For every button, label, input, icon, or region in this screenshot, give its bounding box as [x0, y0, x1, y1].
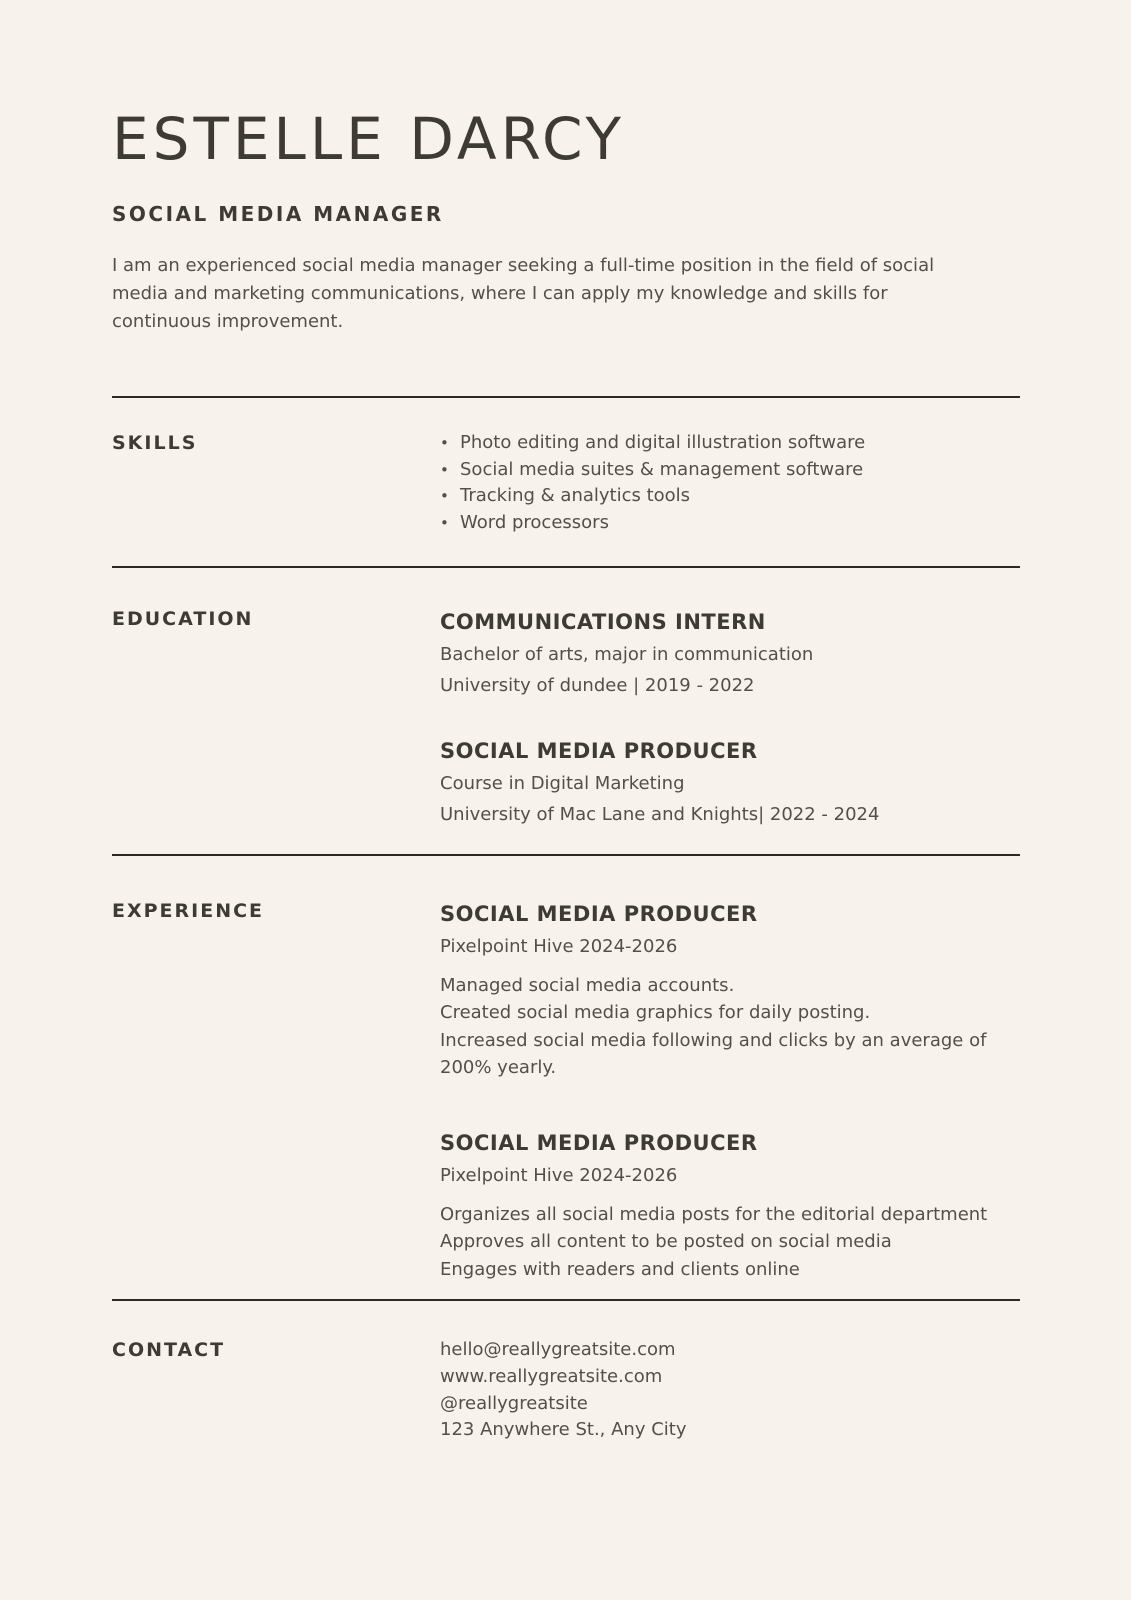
list-item [440, 510, 1020, 537]
contact-section-label: CONTACT [112, 1339, 226, 1362]
bullet-dot-icon: • [440, 460, 449, 479]
skills-section-label: SKILLS [112, 432, 198, 454]
resume-header [112, 0, 1020, 396]
education-entries [440, 606, 1020, 830]
experience-entry-title: SOCIAL MEDIA PRODUCER [440, 1130, 758, 1155]
bullet-dot-icon: • [440, 434, 449, 452]
summary-line: media and marketing communications, where I can apply my knowledge and skills for [112, 283, 888, 304]
person-name: ESTELLE DARCY [112, 105, 625, 173]
skill-text: Social media suites & management software [460, 458, 864, 480]
skills-section [112, 398, 1020, 566]
summary-line: continuous improvement. [112, 311, 344, 332]
education-school-dates: University of dundee | 2019 - 2022 [440, 674, 755, 696]
education-degree: Bachelor of arts, major in communication [440, 643, 814, 665]
experience-detail-line: Engages with readers and clients online [440, 1258, 800, 1280]
contact-email: hello@reallygreatsite.com [440, 1339, 676, 1361]
education-school-dates: University of Mac Lane and Knights| 2022 - 2024 [440, 803, 880, 825]
list-item [440, 457, 1020, 484]
experience-entries [440, 898, 1020, 1284]
list-item [440, 430, 1020, 457]
summary-line: I am an experienced social media manager seeking a full-time position in the field of social [112, 255, 935, 276]
experience-detail-line: Created social media graphics for daily posting. [440, 1002, 871, 1024]
experience-detail-line: Increased social media following and clicks by an average of [440, 1029, 987, 1051]
job-title: SOCIAL MEDIA MANAGER [112, 202, 444, 226]
skill-text: Tracking & analytics tools [460, 485, 691, 507]
experience-details [440, 972, 1020, 1082]
summary-paragraph [112, 252, 1020, 336]
skills-list [440, 430, 1020, 537]
experience-company-dates: Pixelpoint Hive 2024-2026 [440, 935, 678, 957]
education-entry [440, 735, 1020, 830]
experience-company-dates: Pixelpoint Hive 2024-2026 [440, 1164, 678, 1186]
bullet-dot-icon: • [440, 487, 449, 506]
skill-text: Word processors [460, 512, 609, 534]
contact-address: 123 Anywhere St., Any City [440, 1419, 687, 1441]
contact-section [112, 1301, 1020, 1444]
contact-social-handle: @reallygreatsite [440, 1392, 588, 1414]
bullet-dot-icon: • [440, 514, 449, 533]
contact-lines [440, 1337, 1020, 1444]
education-entry-title: COMMUNICATIONS INTERN [440, 609, 766, 634]
education-degree: Course in Digital Marketing [440, 772, 685, 794]
experience-detail-line: Approves all content to be posted on social media [440, 1231, 892, 1253]
experience-section [112, 856, 1020, 1300]
list-item [440, 483, 1020, 510]
experience-section-label: EXPERIENCE [112, 899, 265, 922]
experience-entry-title: SOCIAL MEDIA PRODUCER [440, 901, 758, 926]
skill-text: Photo editing and digital illustration software [460, 432, 866, 453]
education-section-label: EDUCATION [112, 607, 254, 630]
experience-details [440, 1201, 1020, 1284]
education-entry [440, 606, 1020, 701]
experience-detail-line: 200% yearly. [440, 1057, 557, 1079]
experience-entry [440, 898, 1020, 1082]
education-section [112, 568, 1020, 854]
experience-detail-line: Managed social media accounts. [440, 974, 735, 996]
experience-detail-line: Organizes all social media posts for the editorial department [440, 1203, 988, 1225]
contact-website: www.reallygreatsite.com [440, 1366, 663, 1388]
education-entry-title: SOCIAL MEDIA PRODUCER [440, 738, 758, 763]
experience-entry [440, 1127, 1020, 1284]
